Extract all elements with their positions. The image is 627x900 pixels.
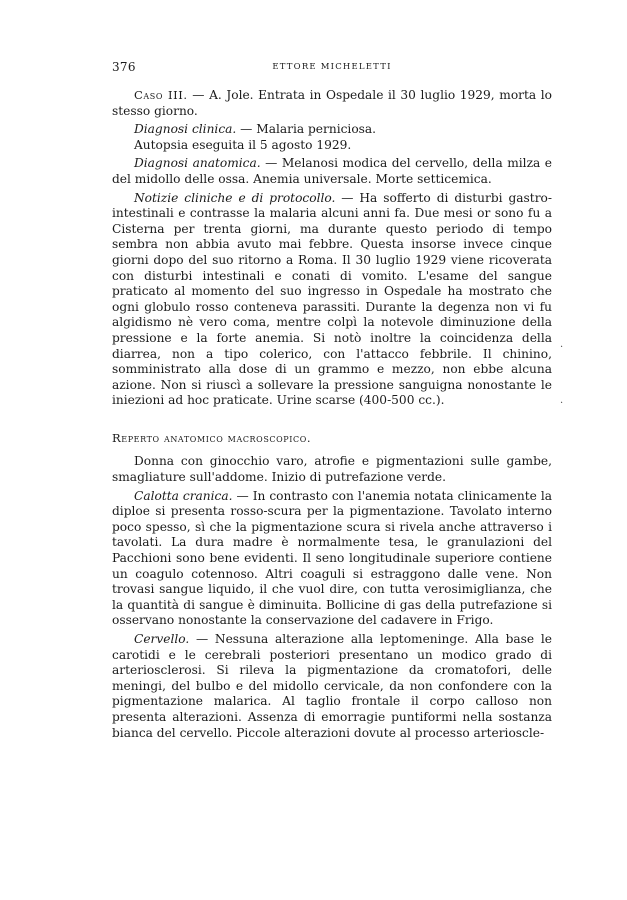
anatomical-diagnosis-label: Diagnosi anatomica. (134, 156, 261, 171)
anatomical-diagnosis-text: — Melanosi modica del cervello, della milza e del midollo delle ossa. Anemia universale. Morte setticemica. (112, 156, 552, 186)
margin-dot: · (560, 342, 564, 353)
clinical-notes-paragraph (112, 191, 552, 409)
anatomical-diagnosis-paragraph (112, 156, 552, 187)
section-heading-text: Reperto anatomico macroscopico. (112, 430, 312, 445)
general-findings-paragraph: Donna con ginocchio varo, atrofie e pigmentazioni sulle gambe, smagliature sull'addome. Inizio di putrefazione verde. (112, 454, 552, 485)
clinical-diagnosis-text: — Malaria perniciosa. (236, 122, 377, 137)
case-text: — A. Jole. Entrata in Ospedale il 30 luglio 1929, morta lo stesso giorno. (112, 88, 552, 118)
calotta-text: — In contrasto con l'anemia notata clinicamente la diploe si presenta rosso-scura per la pigmentazione. Tavolato interno poco spesso, sì che la pigmentazione scura si rivela anche attraverso i tavolati. La dura madre è normalmente tesa, le granulazioni del Pacchioni sono bene evidenti. Il seno longitudinale superiore contiene un coagulo cotennoso. Altri coaguli si estraggono dalle vene. Non trovasi sangue liquido, il che vuol dire, con tutta verosimiglianza, che la quantità di sangue è diminuita. Bollicine di gas della putrefazione si osservano nonostante la conservazione del cadavere in Frigo. (112, 488, 552, 628)
margin-dot: · (560, 398, 564, 409)
cervello-text: — Nessuna alterazione alla leptomeninge. Alla base le carotidi e le cerebrali posteriori presentano un modico grado di arteriosclerosi. Si rileva la pigmentazione da cromatofori, delle meningi, del bulbo e del midollo cervicale, da non confondere con la pigmentazione malarica. Al taglio frontale il corpo calloso non presenta alterazioni. Assenza di emorragie puntiformi nella sostanza bianca del cervello. Piccole alterazioni dovute al processo arterioscle- (112, 632, 552, 740)
page-number: 376 (112, 60, 136, 74)
case-title: Caso III. (134, 88, 188, 102)
cervello-paragraph (112, 632, 552, 741)
clinical-diagnosis-label: Diagnosi clinica. (134, 122, 237, 137)
cervello-label: Cervello. (134, 632, 190, 646)
body-text (112, 88, 552, 741)
clinical-notes-text: — Ha sofferto di disturbi gastro-intestinali e contrasse la malaria alcuni anni fa. Due mesi or sono fu a Cisterna per trenta giorni, ma durante questo periodo di tempo sembra non abbia avuto mai febbre. Questa insorse invece cinque giorni dopo del suo ritorno a Roma. Il 30 luglio 1929 viene ricoverata con disturbi intestinali e conati di vomito. L'esame del sangue praticato al momento del suo ingresso in Ospedale ha mostrato che ogni globulo rosso conteneva parassiti. Durante la degenza non vi fu algidismo nè vero coma, mentre colpì la notevole diminuzione della pressione e la forte anemia. Si notò inoltre la coincidenza della diarrea, non a tipo colerico, con l'attacco febbrile. Il chinino, somministrato alla dose di un grammo e mezzo, non ebbe alcuna azione. Non si riuscì a sollevare la pressione sanguigna nonostante le iniezioni ad hoc praticate. Urine scarse (400-500 cc.). (112, 190, 552, 408)
running-head: ETTORE MICHELETTI (272, 62, 392, 72)
case-paragraph (112, 88, 552, 119)
calotta-paragraph (112, 489, 552, 629)
clinical-notes-label: Notizie cliniche e di protocollo. (134, 190, 336, 205)
calotta-label: Calotta cranica. (134, 488, 233, 503)
clinical-diagnosis-paragraph (112, 122, 552, 138)
section-heading (112, 431, 552, 447)
page-header (112, 60, 552, 78)
autopsy-paragraph: Autopsia eseguita il 5 agosto 1929. (134, 137, 352, 152)
